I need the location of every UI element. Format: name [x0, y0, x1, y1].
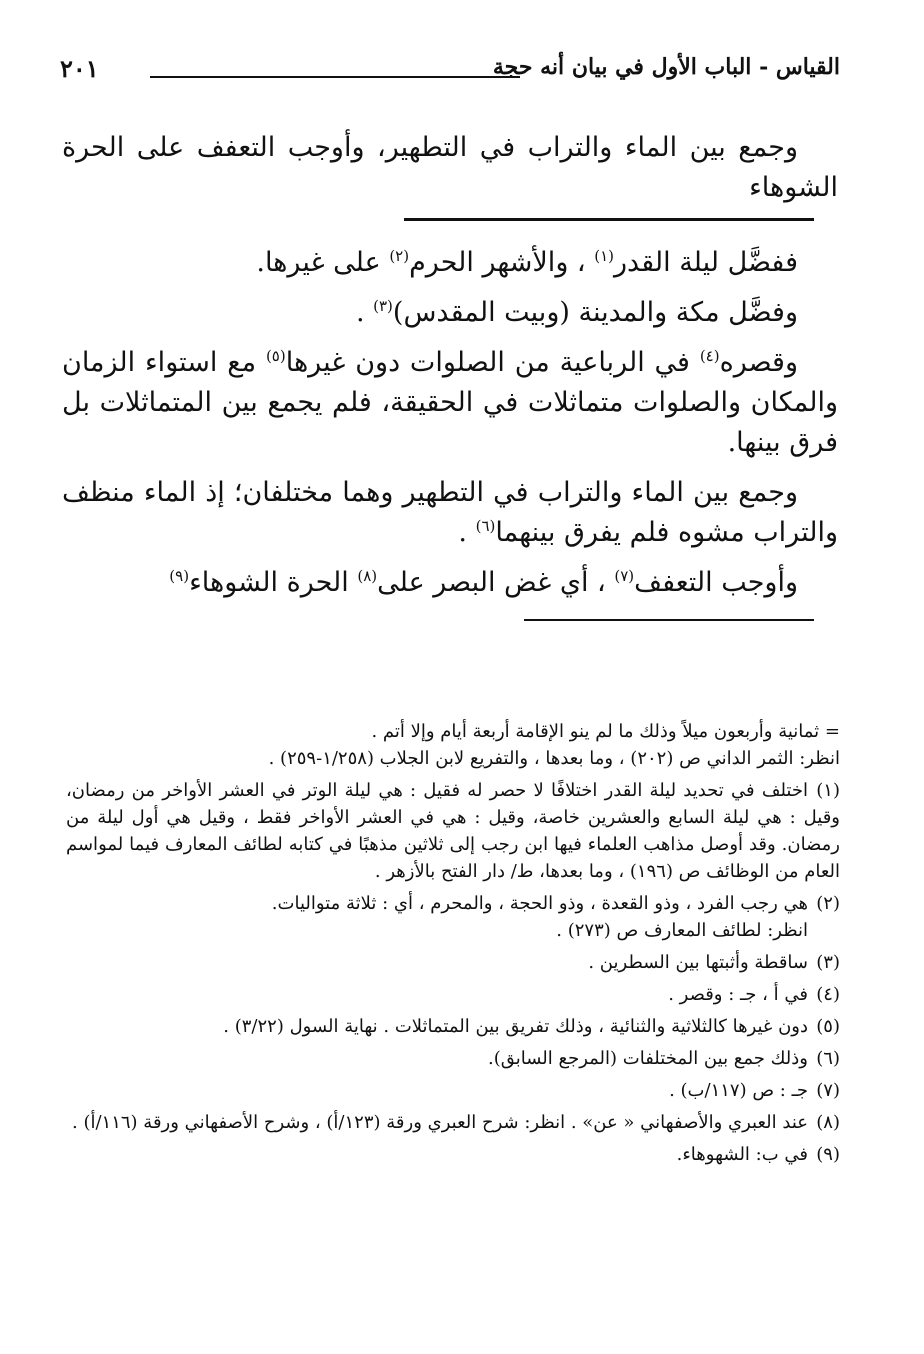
text-run: ففضَّل ليلة القدر [614, 247, 798, 278]
quoted-verse: وجمع بين الماء والتراب في التطهير، وأوجب التعفف على الحرة الشوهاء [62, 132, 838, 203]
footnote-4 [66, 981, 840, 1008]
footnote-number: (٢) [816, 893, 840, 914]
paragraph-1 [62, 243, 838, 283]
running-title: القياس - الباب الأول في بيان أنه حجة [492, 54, 840, 80]
text-run: وفضَّل مكة والمدينة (وبيت المقدس) [392, 297, 798, 328]
footnote-ref: (٨) [357, 567, 378, 585]
footnote-text: دون غيرها كالثلاثية والثنائية ، وذلك تفريق بين المتماثلات . نهاية السول (٣/٢٢) . [223, 1016, 808, 1037]
footnote-text: عند العبري والأصفهاني « عن» . انظر: شرح العبري ورقة (١٢٣/أ) ، وشرح الأصفهاني ورقة (١١٦/أ) . [72, 1112, 808, 1133]
text-run: مع استواء الزمان والمكان والصلوات متماثلات في الحقيقة، فلم يجمع بين المتماثلات بل فرق بينها. [62, 347, 838, 458]
text-run: الحرة الشوهاء [189, 567, 358, 598]
verse-separator [404, 218, 814, 221]
footnote-text: = ثمانية وأربعون ميلاً وذلك ما لم ينو الإقامة أربعة أيام وإلا أتم . [371, 721, 840, 742]
text-run: وأوجب التعفف [634, 567, 798, 598]
footnote-2 [66, 890, 840, 944]
footnote-number: (٤) [816, 984, 840, 1005]
footnote-text: وذلك جمع بين المختلفات (المرجع السابق). [487, 1048, 808, 1069]
paragraph-3 [62, 343, 838, 463]
footnote-ref: (١) [594, 247, 615, 265]
text-run: وقصره [719, 347, 798, 378]
footnote-3 [66, 949, 840, 976]
paragraph-2 [62, 293, 838, 333]
page-number: ٢٠١ [60, 54, 99, 83]
footnote-number: (٥) [816, 1016, 840, 1037]
footnote-9 [66, 1141, 840, 1168]
paragraph-5 [62, 563, 838, 603]
footnote-number: (٨) [816, 1112, 840, 1133]
text-run: في الرباعية من الصلوات دون غيرها [285, 347, 700, 378]
footnote-7 [66, 1077, 840, 1104]
footnote-text: هي رجب الفرد ، وذو القعدة ، وذو الحجة ، والمحرم ، أي : ثلاثة متواليات. [271, 893, 808, 914]
footnote-ref: (٣) [373, 297, 393, 315]
footnote-continuation [66, 718, 840, 772]
footnote-ref: (٩) [169, 567, 190, 585]
footnote-1 [66, 777, 840, 885]
footnote-ref: (٢) [389, 247, 410, 265]
footnote-number: (٧) [816, 1080, 840, 1101]
footnote-text: انظر: لطائف المعارف ص (٢٧٣) . [556, 920, 808, 941]
text-run: وجمع بين الماء والتراب في التطهير وهما مختلفان؛ إذ الماء منظف والتراب مشوه فلم يفرق بينهما [62, 477, 838, 548]
footnote-8 [66, 1109, 840, 1136]
main-text [62, 128, 838, 639]
text-run: ، أي غض البصر على [377, 567, 615, 598]
footnote-text: في ب: الشهوهاء. [676, 1144, 808, 1165]
footnote-ref: (٤) [699, 347, 720, 365]
footnote-number: (١) [816, 780, 840, 801]
footnote-number: (٣) [816, 952, 840, 973]
footnote-separator [524, 619, 814, 621]
footnote-text: ساقطة وأثبتها بين السطرين . [588, 952, 808, 973]
text-run: ، والأشهر الحرم [409, 247, 595, 278]
footnote-5 [66, 1013, 840, 1040]
footnote-text: جـ : ص (١١٧/ب) . [669, 1080, 808, 1101]
footnote-ref: (٥) [265, 347, 286, 365]
header-rule [150, 76, 520, 78]
text-run: . [355, 297, 374, 328]
footnote-ref: (٧) [614, 567, 635, 585]
paragraph-4 [62, 473, 838, 553]
footnote-number: (٦) [816, 1048, 840, 1069]
footnote-text: انظر: الثمر الداني ص (٢٠٢) ، وما بعدها ، والتفريع لابن الجلاب (١/٢٥٨-٢٥٩) . [268, 748, 840, 769]
footnote-ref: (٦) [475, 517, 496, 535]
text-run: . [458, 517, 476, 548]
footnotes [66, 718, 840, 1173]
page-header [60, 46, 840, 96]
footnote-text: في أ ، جـ : وقصر . [668, 984, 808, 1005]
footnote-6 [66, 1045, 840, 1072]
text-run: على غيرها. [256, 247, 390, 278]
footnote-text: اختلف في تحديد ليلة القدر اختلافًا لا حصر له فقيل : هي ليلة الوتر في العشر الأواخر من رمضان، وقيل : هي ليلة السابع والعشرين خاصة، وقيل : هي في العشر الأواخر فقط ، وقيل هي أول ليلة من رمضان. وقد أوصل مذاهب العلماء فيها ابن رجب إلى ثلاثين مذهبًا في كتابه لطائف المعارف فيما لمواسم العام من الوظائف ص (١٩٦) ، وما بعدها، ط/ دار الفتح بالأزهر . [66, 780, 840, 882]
footnote-number: (٩) [816, 1144, 840, 1165]
